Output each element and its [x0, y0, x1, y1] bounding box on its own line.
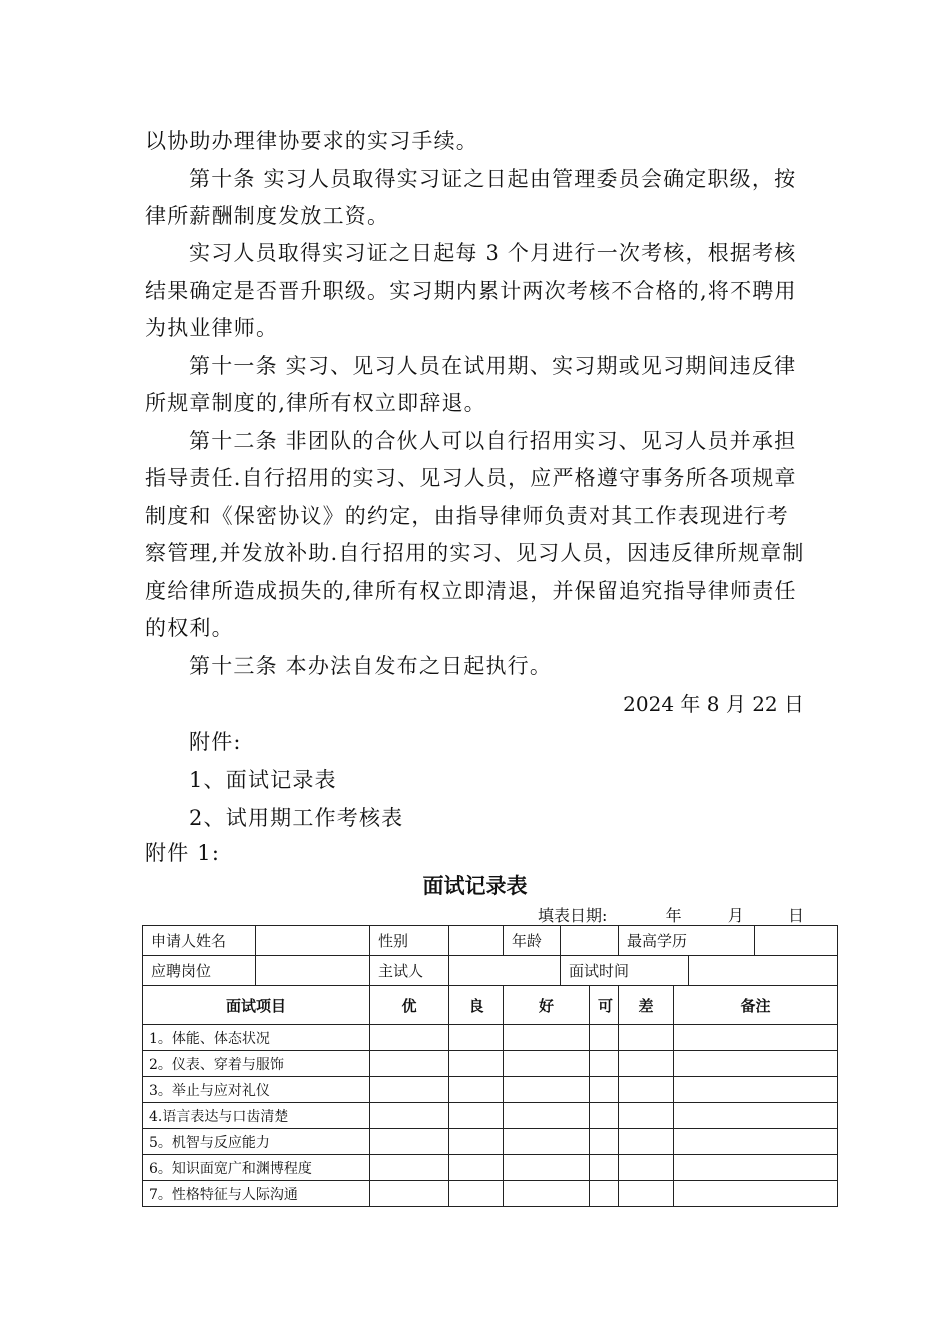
interview-time-label: 面试时间: [561, 956, 689, 986]
applicant-name-label: 申请人姓名: [143, 926, 256, 956]
item-label: 5。机智与反应能力: [143, 1129, 370, 1155]
article-12-line: 第十二条 非团队的合伙人可以自行招用实习、见习人员并承担: [189, 429, 797, 453]
paragraph-line: 以协助办理律协要求的实习手续。: [145, 129, 478, 153]
score-cell[interactable]: [504, 1181, 590, 1207]
score-cell[interactable]: [619, 1077, 674, 1103]
item-label: 6。知识面宽广和渊博程度: [143, 1155, 370, 1181]
paragraph-line: 指导责任.自行招用的实习、见习人员，应严格遵守事务所各项规章: [145, 466, 797, 490]
score-cell[interactable]: [504, 1129, 590, 1155]
item-label: 7。性格特征与人际沟通: [143, 1181, 370, 1207]
position-label: 应聘岗位: [143, 956, 256, 986]
interviewer-field[interactable]: [449, 956, 561, 986]
item-label: 2。仪表、穿着与服饰: [143, 1051, 370, 1077]
attachments-heading: 附件:: [189, 730, 242, 754]
score-cell[interactable]: [370, 1155, 449, 1181]
remark-cell[interactable]: [674, 1025, 838, 1051]
score-cell[interactable]: [590, 1129, 619, 1155]
score-cell[interactable]: [619, 1025, 674, 1051]
table-row: [143, 1181, 838, 1207]
score-cell[interactable]: [504, 1051, 590, 1077]
age-label: 年龄: [504, 926, 561, 956]
score-cell[interactable]: [449, 1181, 504, 1207]
paragraph-line: 制度和《保密协议》的约定，由指导律师负责对其工作表现进行考: [145, 504, 789, 528]
header-poor: 差: [619, 986, 674, 1025]
paragraph-line: 律所薪酬制度发放工资。: [145, 204, 390, 228]
score-cell[interactable]: [590, 1051, 619, 1077]
score-cell[interactable]: [504, 1155, 590, 1181]
paragraph-line: 为执业律师。: [145, 316, 279, 340]
table-row: [143, 1051, 838, 1077]
attachment-item-2: 2、试用期工作考核表: [189, 806, 404, 830]
remark-cell[interactable]: [674, 1129, 838, 1155]
score-cell[interactable]: [370, 1103, 449, 1129]
score-cell[interactable]: [590, 1155, 619, 1181]
interviewer-label: 主试人: [370, 956, 449, 986]
score-cell[interactable]: [449, 1077, 504, 1103]
header-fine: 好: [504, 986, 590, 1025]
score-cell[interactable]: [370, 1077, 449, 1103]
article-10-line: 第十条 实习人员取得实习证之日起由管理委员会确定职级，按: [189, 167, 797, 191]
interview-record-table: [142, 925, 838, 1207]
table-row: [143, 956, 838, 986]
paragraph-line: 的权利。: [145, 616, 234, 640]
remark-cell[interactable]: [674, 1181, 838, 1207]
paragraph-line: 实习人员取得实习证之日起每 3 个月进行一次考核，根据考核: [189, 241, 797, 265]
applicant-name-field[interactable]: [256, 926, 370, 956]
interview-time-field[interactable]: [689, 956, 838, 986]
score-cell[interactable]: [590, 1181, 619, 1207]
score-cell[interactable]: [370, 1051, 449, 1077]
header-remark: 备注: [674, 986, 838, 1025]
score-cell[interactable]: [449, 1025, 504, 1051]
score-cell[interactable]: [619, 1155, 674, 1181]
table-row: [143, 1129, 838, 1155]
remark-cell[interactable]: [674, 1103, 838, 1129]
table-row: [143, 1025, 838, 1051]
score-cell[interactable]: [504, 1077, 590, 1103]
table-header-row: [143, 986, 838, 1025]
form-title: 面试记录表: [422, 874, 528, 898]
score-cell[interactable]: [449, 1051, 504, 1077]
fill-date-row: [538, 903, 804, 926]
score-cell[interactable]: [590, 1025, 619, 1051]
fill-date-month: 月: [727, 906, 744, 925]
score-cell[interactable]: [504, 1103, 590, 1129]
score-cell[interactable]: [449, 1103, 504, 1129]
header-excellent: 优: [370, 986, 449, 1025]
score-cell[interactable]: [619, 1051, 674, 1077]
education-label: 最高学历: [619, 926, 755, 956]
remark-cell[interactable]: [674, 1051, 838, 1077]
score-cell[interactable]: [619, 1129, 674, 1155]
table-row: [143, 1155, 838, 1181]
education-field[interactable]: [755, 926, 838, 956]
score-cell[interactable]: [590, 1077, 619, 1103]
score-cell[interactable]: [590, 1103, 619, 1129]
item-label: 4.语言表达与口齿清楚: [143, 1103, 370, 1129]
paragraph-line: 所规章制度的,律所有权立即辞退。: [145, 391, 486, 415]
attachment-label: 附件 1:: [145, 841, 221, 865]
header-item: 面试项目: [143, 986, 370, 1025]
remark-cell[interactable]: [674, 1077, 838, 1103]
table-row: [143, 1103, 838, 1129]
attachment-item-1: 1、面试记录表: [189, 768, 337, 792]
position-field[interactable]: [256, 956, 370, 986]
paragraph-line: 度给律所造成损失的,律所有权立即清退，并保留追究指导律师责任: [145, 579, 797, 603]
fill-date-label: 填表日期:: [537, 906, 608, 925]
score-cell[interactable]: [449, 1129, 504, 1155]
header-ok: 可: [590, 986, 619, 1025]
fill-date-day: 日: [787, 906, 804, 925]
score-cell[interactable]: [370, 1129, 449, 1155]
score-cell[interactable]: [504, 1025, 590, 1051]
remark-cell[interactable]: [674, 1155, 838, 1181]
gender-label: 性别: [370, 926, 449, 956]
document-date: 2024 年 8 月 22 日: [623, 692, 804, 716]
paragraph-line: 察管理,并发放补助.自行招用的实习、见习人员，因违反律所规章制: [145, 541, 805, 565]
table-row: [143, 1077, 838, 1103]
gender-field[interactable]: [449, 926, 504, 956]
table-row: [143, 926, 838, 956]
score-cell[interactable]: [370, 1025, 449, 1051]
item-label: 1。体能、体态状况: [143, 1025, 370, 1051]
score-cell[interactable]: [619, 1181, 674, 1207]
item-label: 3。举止与应对礼仪: [143, 1077, 370, 1103]
fill-date-year: 年: [665, 906, 682, 925]
article-11-line: 第十一条 实习、见习人员在试用期、实习期或见习期间违反律: [189, 354, 797, 378]
article-13-line: 第十三条 本办法自发布之日起执行。: [189, 654, 553, 678]
age-field[interactable]: [561, 926, 619, 956]
paragraph-line: 结果确定是否晋升职级。实习期内累计两次考核不合格的,将不聘用: [145, 279, 797, 303]
score-cell[interactable]: [370, 1181, 449, 1207]
score-cell[interactable]: [449, 1155, 504, 1181]
header-good: 良: [449, 986, 504, 1025]
score-cell[interactable]: [619, 1103, 674, 1129]
